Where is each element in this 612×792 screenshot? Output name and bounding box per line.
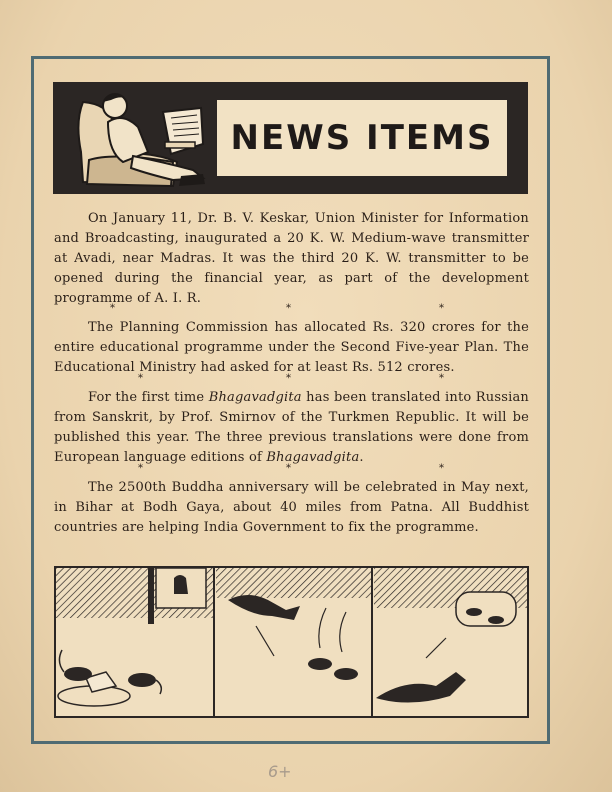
- news-item-3-text-a: For the first time: [88, 390, 209, 405]
- reading-man-illustration: [53, 82, 218, 194]
- news-item-1: [54, 209, 529, 309]
- separator-star: *: [110, 303, 115, 314]
- news-item-3: [54, 388, 529, 468]
- separator-star: *: [138, 463, 143, 474]
- separator-row-2: [54, 372, 529, 386]
- page-number-mark: 6+: [268, 762, 292, 781]
- news-item-2: [54, 318, 529, 378]
- cartoon-strip-illustration: [56, 568, 527, 716]
- separator-star: *: [439, 373, 444, 384]
- separator-star: *: [439, 463, 444, 474]
- book-title-italic: Bhagavadgita: [266, 450, 360, 465]
- separator-row-1: [54, 302, 529, 316]
- page-title: NEWS ITEMS: [230, 118, 494, 158]
- news-item-3-text-b: has been translated into Russian from Sanskrit, by Prof. Smirnov of the Turkmen Republic. It will be published this year. The three previous translations were done from European language editions of: [54, 390, 529, 465]
- separator-row-3: [54, 462, 529, 476]
- cat-and-mice-cartoon: [54, 566, 529, 718]
- header-banner: [53, 82, 528, 194]
- news-item-4: [54, 478, 529, 538]
- separator-star: *: [286, 303, 291, 314]
- separator-star: *: [286, 373, 291, 384]
- separator-star: *: [286, 463, 291, 474]
- separator-star: *: [138, 373, 143, 384]
- news-item-3-text-c: .: [359, 450, 364, 465]
- separator-star: *: [439, 303, 444, 314]
- news-item-1-text: On January 11, Dr. B. V. Keskar, Union Minister for Information and Broadcasting, inaugurated a 20 K. W. Medium-wave transmitter at Avadi, near Madras. It was the third 20 K. W. transmitter to be opened during the financial year, as part of the development programme of A. I. R.: [54, 211, 529, 306]
- banner-title-box: [217, 100, 507, 176]
- book-title-italic: Bhagavadgita: [208, 390, 302, 405]
- news-item-2-text: The Planning Commission has allocated Rs. 320 crores for the entire educational programme under the Second Five-year Plan. The Educational Ministry had asked for at least Rs. 512 crores.: [54, 320, 529, 375]
- news-item-4-text: The 2500th Buddha anniversary will be celebrated in May next, in Bihar at Bodh Gaya, about 40 miles from Patna. All Buddhist countries are helping India Government to fix the programme.: [54, 480, 529, 535]
